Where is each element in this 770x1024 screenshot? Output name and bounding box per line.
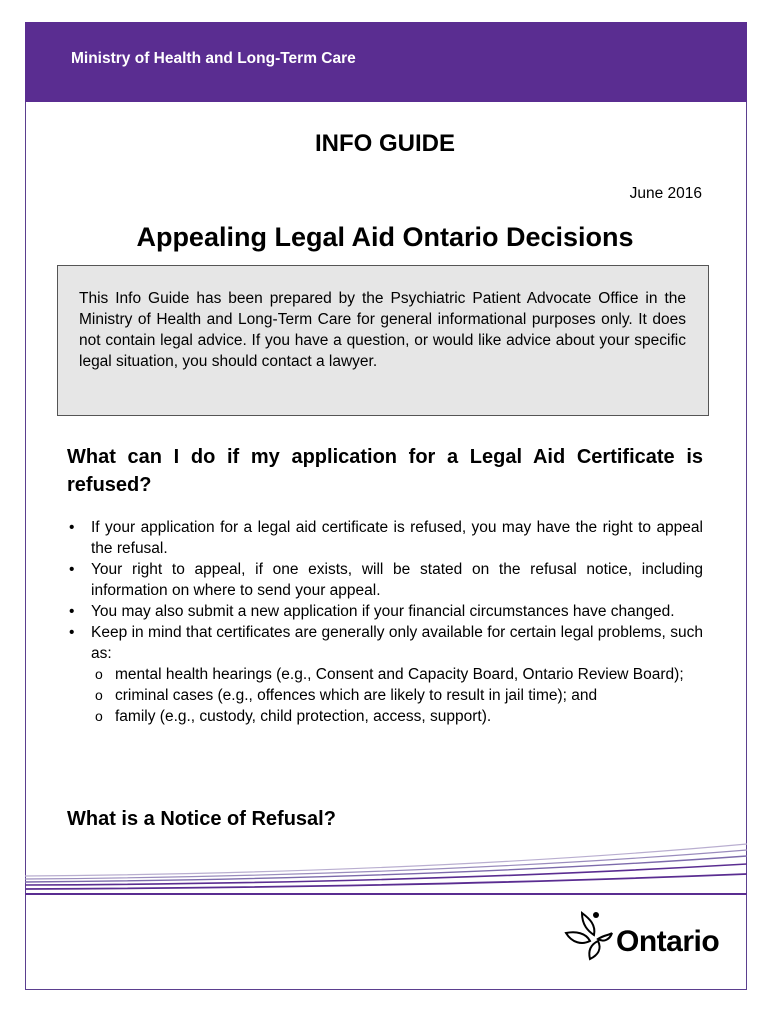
doc-title: INFO GUIDE xyxy=(314,130,455,157)
decorative-stripes xyxy=(25,840,747,900)
list-item xyxy=(67,601,703,622)
section-heading-notice: What is a Notice of Refusal? xyxy=(67,808,336,830)
list-item-text: If your application for a legal aid certificate is refused, you may have the right to appeal the refusal. xyxy=(91,519,703,557)
sub-list-item xyxy=(67,664,703,685)
circle-bullet-icon: o xyxy=(95,687,103,703)
sub-list-item-text: mental health hearings (e.g., Consent and Capacity Board, Ontario Review Board); xyxy=(115,666,684,683)
bullet-icon: • xyxy=(69,561,75,578)
bullet-icon: • xyxy=(69,519,75,536)
ontario-logo-text: Ontario xyxy=(616,925,720,958)
circle-bullet-icon: o xyxy=(95,666,103,682)
sub-list-item xyxy=(67,706,703,727)
disclaimer-box xyxy=(57,265,709,416)
list-item xyxy=(67,622,703,664)
doc-subtitle: Appealing Legal Aid Ontario Decisions xyxy=(136,222,634,252)
sub-list-item-text: family (e.g., custody, child protection, access, support). xyxy=(115,708,492,725)
list-item-text: Your right to appeal, if one exists, will be stated on the refusal notice, including information on where to send your appeal. xyxy=(91,561,703,599)
sub-list-item-text: criminal cases (e.g., offences which are likely to result in jail time); and xyxy=(115,687,598,704)
circle-bullet-icon: o xyxy=(95,708,103,724)
ministry-name: Ministry of Health and Long-Term Care xyxy=(71,50,356,67)
list-item-text: You may also submit a new application if your financial circumstances have changed. xyxy=(91,603,675,620)
ministry-header xyxy=(25,22,747,102)
list-item-text: Keep in mind that certificates are generally only available for certain legal problems, such as: xyxy=(91,624,703,662)
sub-list-item xyxy=(67,685,703,706)
list-item xyxy=(67,517,703,559)
section-heading-refused: What can I do if my application for a Legal Aid Certificate is refused? xyxy=(67,446,703,496)
disclaimer-text: This Info Guide has been prepared by the Psychiatric Patient Advocate Office in the Ministry of Health and Long-Term Care for general informational purposes only. It does not contain legal advice. If you have a question, or would like advice about your specific legal situation, you should contact a lawyer. xyxy=(79,290,686,370)
bullet-list xyxy=(67,517,703,727)
doc-date: June 2016 xyxy=(629,185,702,202)
bullet-icon: • xyxy=(69,603,75,620)
bullet-icon: • xyxy=(69,624,75,641)
list-item xyxy=(67,559,703,601)
